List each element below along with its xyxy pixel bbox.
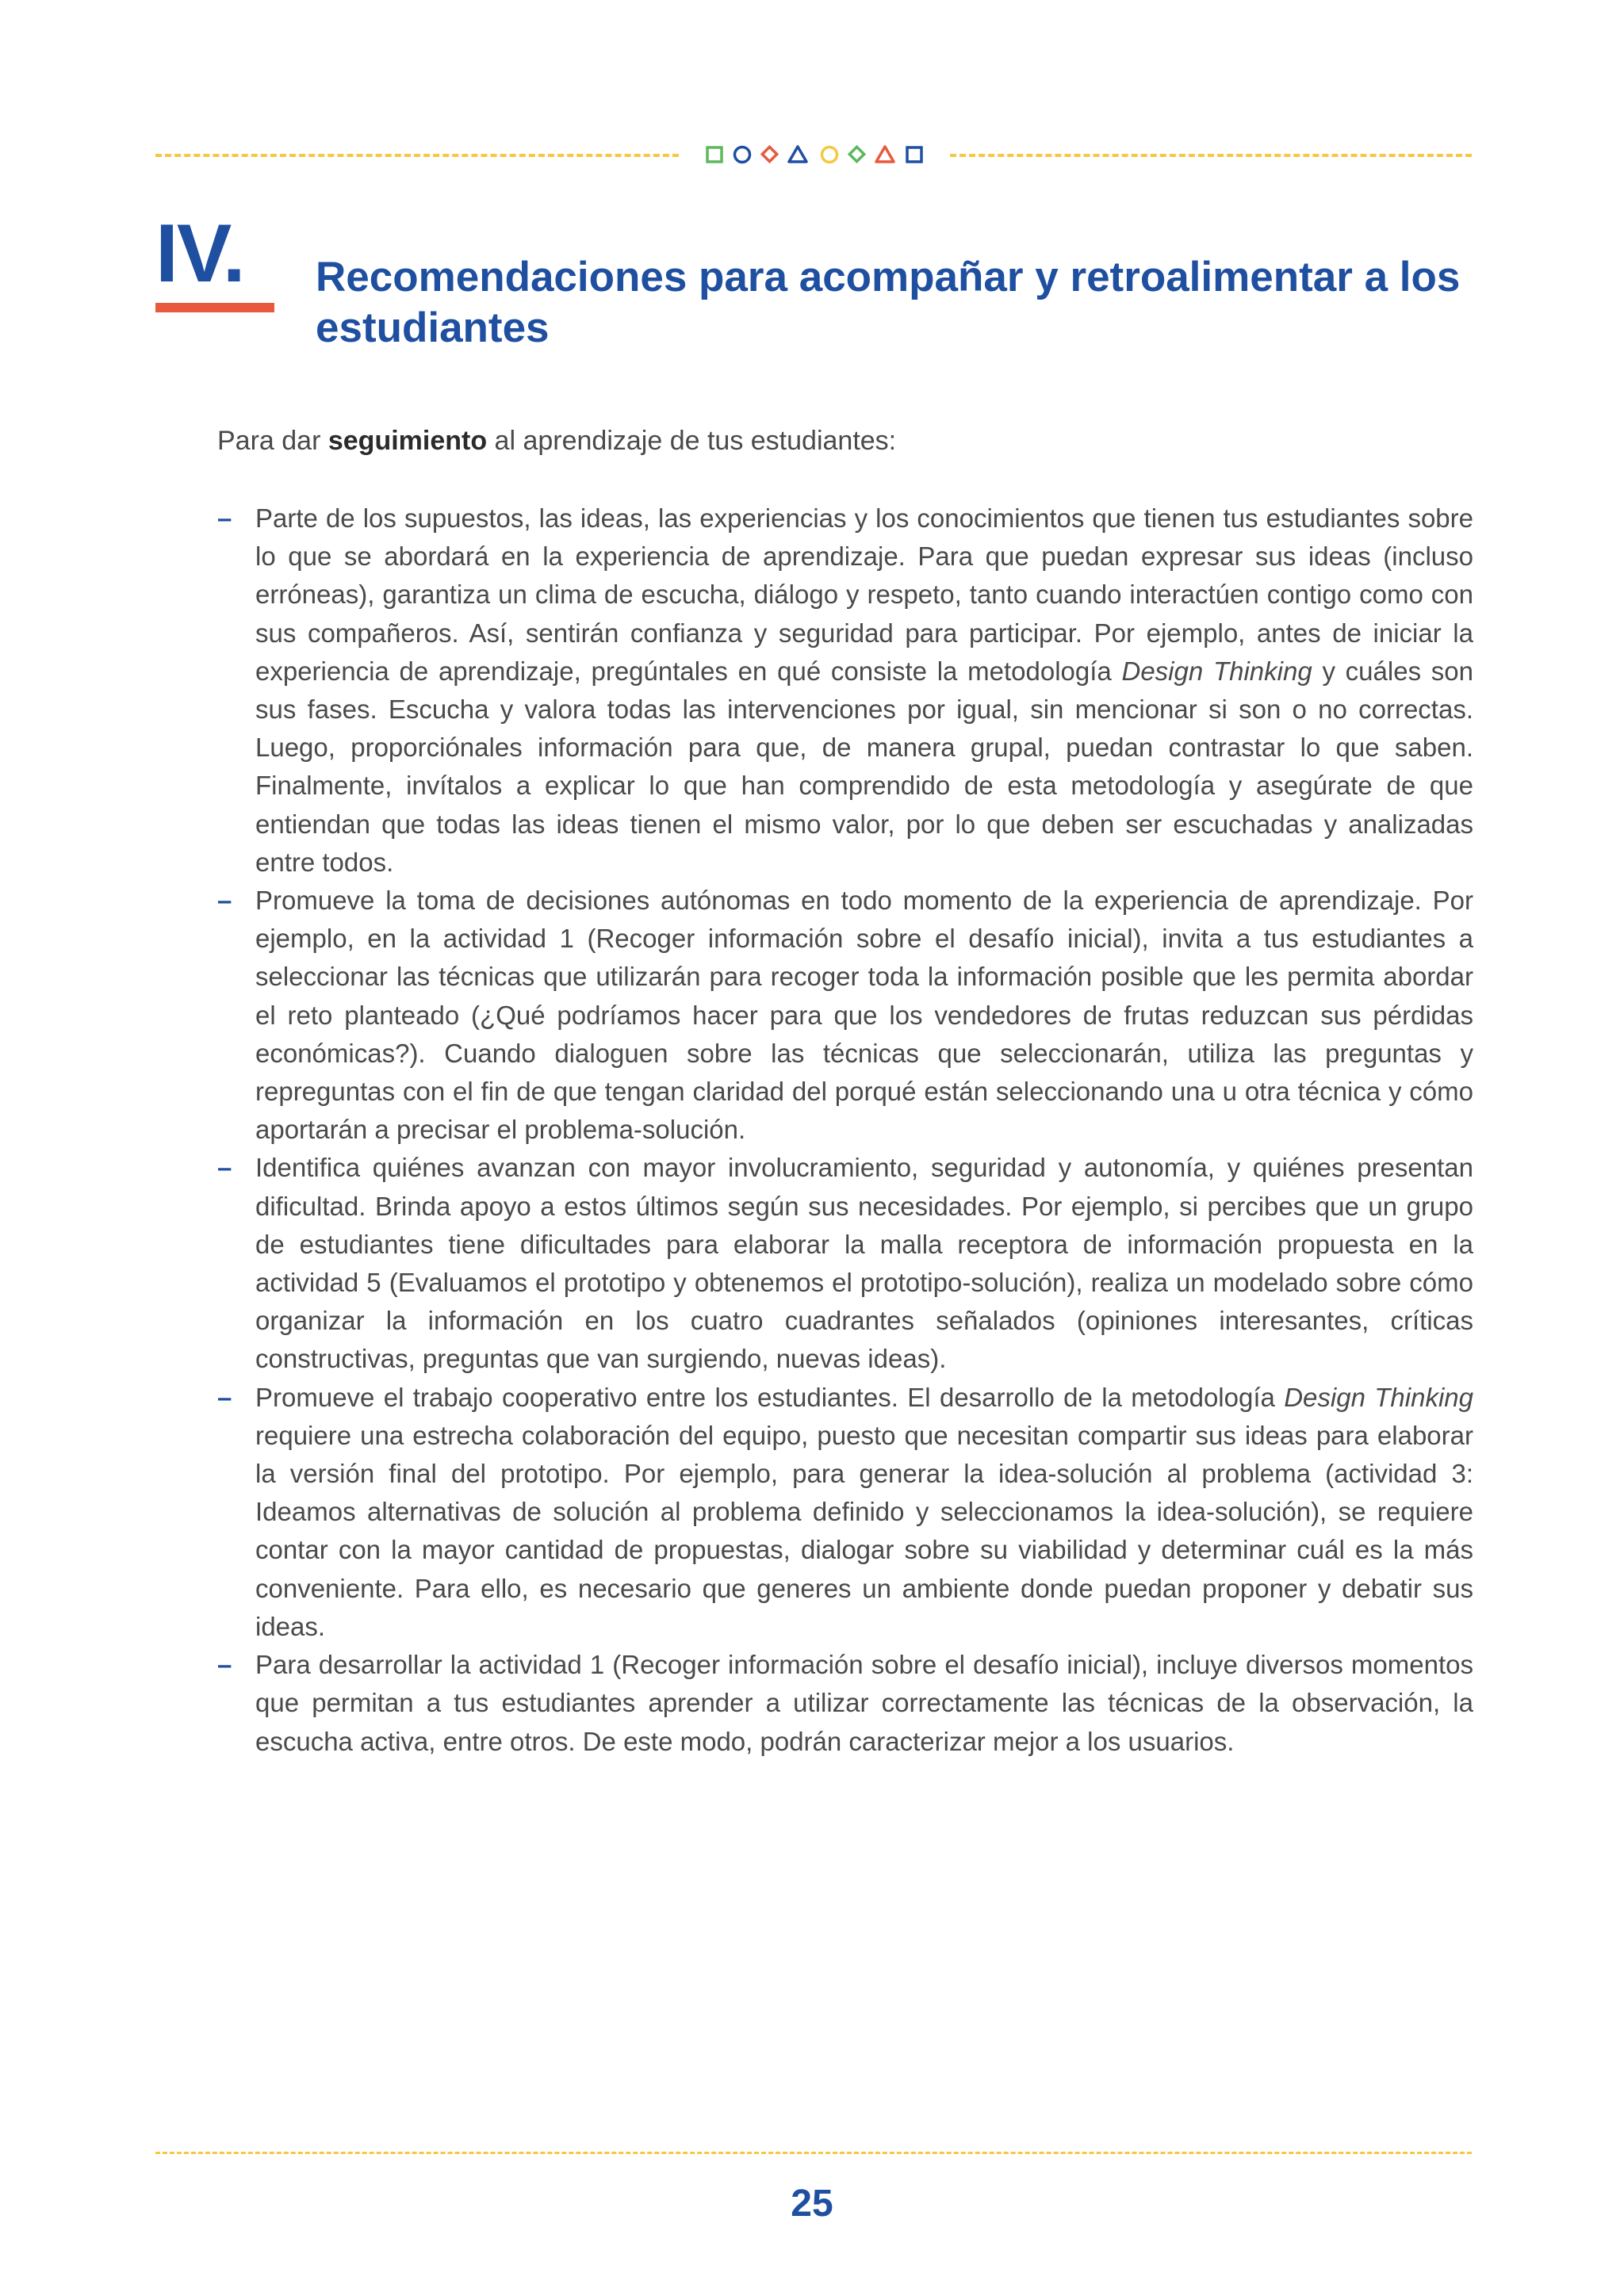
intro-bold: seguimiento (327, 426, 488, 456)
footer-dashed-divider (155, 2152, 1472, 2154)
recommendations-list (217, 499, 1473, 1761)
section-number-block (155, 208, 278, 300)
triangle-icon (789, 147, 806, 162)
intro-suffix: al aprendizaje de tus estudiantes: (487, 426, 897, 456)
item-text: Promueve el trabajo cooperativo entre los estudiantes. El desarrollo de la metodología (255, 1382, 1285, 1412)
bullet-dash: – (217, 503, 232, 533)
diamond-icon (762, 147, 776, 161)
italic-term: Design Thinking (1284, 1382, 1473, 1412)
square-icon (707, 147, 722, 162)
intro-paragraph (217, 422, 1470, 460)
triangle-icon (876, 147, 894, 162)
item-text: Promueve la toma de decisiones autónomas en todo momento de la experiencia de aprendizaje. Por ejemplo, en la actividad 1 (Recoger información sobre el desafío inicial), invita a tus estudiantes a seleccionar las técnicas que utilizarán para recoger toda la información posible que les permita abordar el reto planteado (¿Qué podríamos hacer para que los vendedores de frutas reduzcan sus pérdidas económicas?). Cuando dialoguen sobre las técnicas que seleccionarán, utiliza las preguntas y repreguntas con el fin de que tengan claridad del porqué están seleccionando una u otra técnica y cómo aportarán a precisar el problema-solución. (255, 886, 1473, 1145)
circle-icon (822, 147, 837, 163)
section-number-underline (155, 303, 274, 312)
bullet-dash: – (217, 1382, 232, 1412)
list-item (217, 499, 1473, 882)
section-number: IV. (155, 208, 244, 300)
square-icon (907, 147, 921, 162)
decorative-shapes-row (705, 141, 927, 170)
header-decoration (155, 140, 1472, 171)
item-text: Para desarrollar la actividad 1 (Recoger información sobre el desafío inicial), incluye diversos momentos que permitan a tus estudiantes aprender a utilizar correctamente las técnicas de la observación, la escucha activa, entre otros. De este modo, podrán caracterizar mejor a los usuarios. (255, 1650, 1473, 1756)
page-title: Recomendaciones para acompañar y retroalimentar a los estudiantes (316, 254, 1461, 351)
diamond-icon (849, 147, 864, 161)
circle-icon (735, 147, 750, 163)
item-text: Parte de los supuestos, las ideas, las experiencias y los conocimientos que tienen tus estudiantes sobre lo que se abordará en la experiencia de aprendizaje. Para que puedan expresar sus ideas (incluso erróneas), garantiza un clima de escucha, diálogo y respeto, tanto cuando interactúen contigo como con sus compañeros. Así, sentirán confianza y seguridad para participar. Por ejemplo, antes de iniciar la experiencia de aprendizaje, pregúntales en qué consiste la metodología (255, 503, 1473, 686)
intro-prefix: Para dar (217, 426, 328, 456)
italic-term: Design Thinking (1121, 656, 1312, 686)
list-item (217, 1379, 1473, 1646)
item-text: requiere una estrecha colaboración del equipo, puesto que necesitan compartir sus ideas para elaborar la versión final del prototipo. Por ejemplo, para generar la idea-solución al problema (actividad 3: Ideamos alternativas de solución al problema definido y seleccionamos la idea-solución), se requiere contar con la mayor cantidad de propuestas, dialogar sobre su viabilidad y determinar cuál es la más conveniente. Para ello, es necesario que generes un ambiente donde puedan proponer y debatir sus ideas. (255, 1420, 1473, 1641)
dashed-divider-right (950, 154, 1472, 157)
page-number: 25 (791, 2183, 833, 2225)
dashed-divider-left (155, 154, 679, 157)
item-text: y cuáles son sus fases. Escucha y valora todas las intervenciones por igual, sin mencionar si son o no correctas. Luego, proporciónales información para que, de manera grupal, puedan contrastar lo que saben. Finalmente, invítalos a explicar lo que han comprendido de esta metodología y asegúrate de que entiendan que todas las ideas tienen el mismo valor, por lo que deben ser escuchadas y analizadas entre todos. (255, 656, 1474, 877)
bullet-dash: – (217, 1153, 232, 1183)
item-text: Identifica quiénes avanzan con mayor involucramiento, seguridad y autonomía, y quiénes presentan dificultad. Brinda apoyo a estos últimos según sus necesidades. Por ejemplo, si percibes que un grupo de estudiantes tiene dificultades para elaborar la malla receptora de información propuesta en la actividad 5 (Evaluamos el prototipo y obtenemos el prototipo-solución), realiza un modelado sobre cómo organizar la información en los cuatro cuadrantes señalados (opiniones interesantes, críticas constructivas, preguntas que van surgiendo, nuevas ideas). (255, 1153, 1473, 1374)
list-item (217, 882, 1473, 1149)
list-item (217, 1646, 1473, 1761)
bullet-dash: – (217, 1650, 232, 1680)
list-item (217, 1149, 1473, 1378)
bullet-dash: – (217, 886, 232, 916)
